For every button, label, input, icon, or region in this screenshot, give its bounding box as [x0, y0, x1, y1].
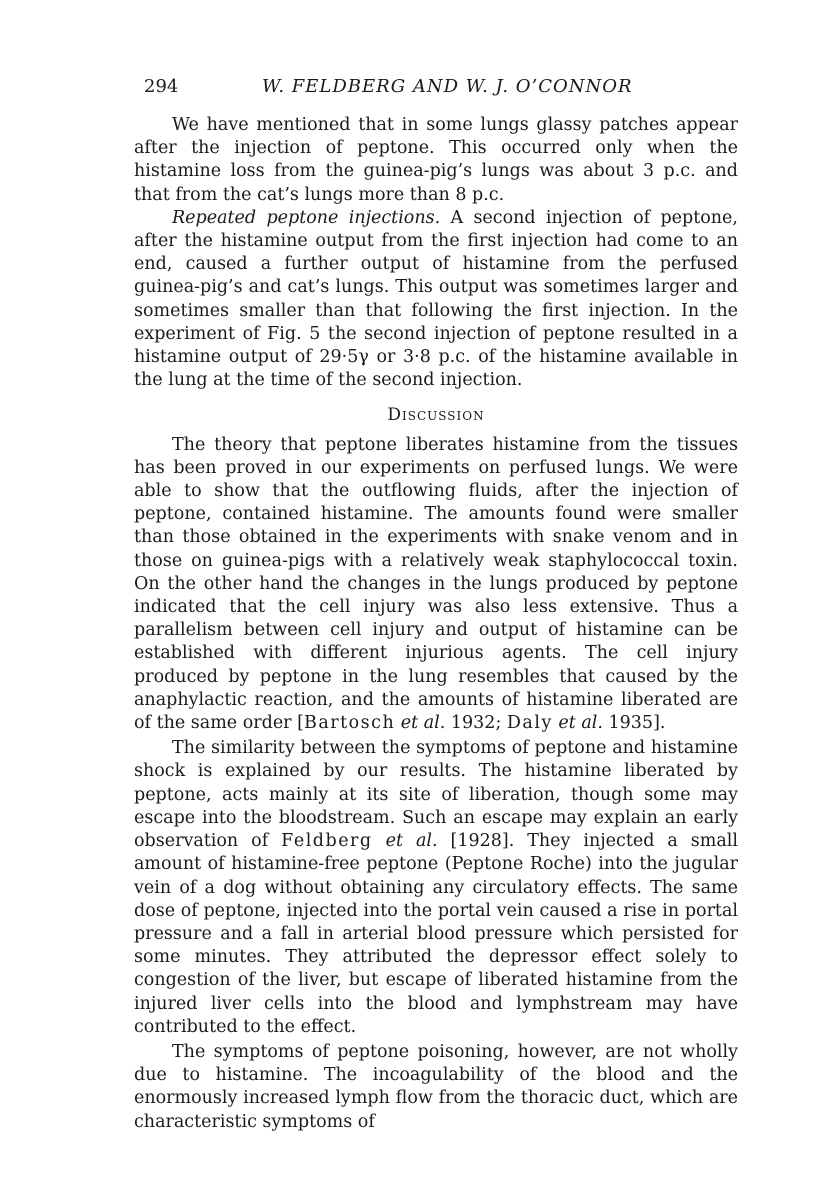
- section-title: Discussion: [387, 405, 485, 426]
- running-title: W. FELDBERG AND W. J. O’CONNOR: [262, 76, 633, 97]
- citation-etal: et al.: [372, 831, 438, 852]
- paragraph-text: A second injection of peptone, after the histamine output from the first injection had come to an end, caused a further output of histamine from the perfused guinea-pig’s and cat’s lungs. This output was sometimes larger and sometimes smaller than that following the first injection. In the experiment of Fig. 5 the second injection of peptone resulted in a histamine output of 29·5γ or 3·8 p.c. of the histamine available in the lung at the time of the second injection.: [134, 207, 738, 391]
- paragraph: We have mentioned that in some lungs glassy patches appear after the injection of peptone. This occurred only when the histamine loss from the guinea-pig’s lungs was about 3 p.c. and that from the cat’s lungs more than 8 p.c.: [134, 115, 738, 205]
- page-number: 294: [144, 76, 179, 97]
- page-header: [134, 76, 736, 102]
- paragraph: [134, 737, 738, 1039]
- citation-author: Daly: [506, 713, 553, 734]
- citation-author: Bartosch: [303, 713, 396, 734]
- paragraph: The symptoms of peptone poisoning, however, are not wholly due to histamine. The incoagulability of the blood and the enormously increased lymph flow from the thoracic duct, which are characteristic symptoms of: [134, 1041, 738, 1132]
- citation-etal: et al.: [395, 713, 446, 734]
- paragraph-text: The theory that peptone liberates histamine from the tissues has been proved in our experiments on perfused lungs. We were able to show that the outflowing fluids, after the injection of peptone, contained histamine. The amounts found were smaller than those obtained in the experiments with snake venom and in those on guinea-pigs with a relatively weak staphylococcal toxin. On the other hand the changes in the lungs produced by peptone indicated that the cell injury was also less extensive. Thus a parallelism between cell injury and output of histamine can be established with different injurious agents. The cell injury produced by peptone in the lung resembles that caused by the anaphylactic reaction, and the amounts of histamine liberated are of the same order [: [134, 434, 738, 734]
- citation-year: 1935].: [602, 713, 666, 734]
- paragraph: [134, 434, 738, 736]
- citation-year: 1932;: [445, 713, 507, 734]
- body-text: [134, 114, 738, 1134]
- citation-etal: et al.: [552, 713, 603, 734]
- paragraph-lead: Repeated peptone injections.: [172, 207, 441, 228]
- paragraph: [134, 207, 738, 393]
- paragraph-text: The similarity between the symptoms of peptone and histamine shock is explained by our results. The histamine liberated by peptone, acts mainly at its site of liberation, though some may escape into the bloodstream. Such an escape may explain an early observation of: [134, 738, 738, 852]
- paragraph-text: [1928]. They injected a small amount of histamine-free peptone (Peptone Roche) into the jugular vein of a dog without obtaining any circulatory effects. The same dose of peptone, injected into the portal vein caused a rise in portal pressure and a fall in arterial blood pressure which persisted for some minutes. They attributed the depressor effect solely to congestion of the liver, but escape of liberated histamine from the injured liver cells into the blood and lymphstream may have contributed to the effect.: [134, 831, 739, 1037]
- citation-author: Feldberg: [281, 831, 373, 852]
